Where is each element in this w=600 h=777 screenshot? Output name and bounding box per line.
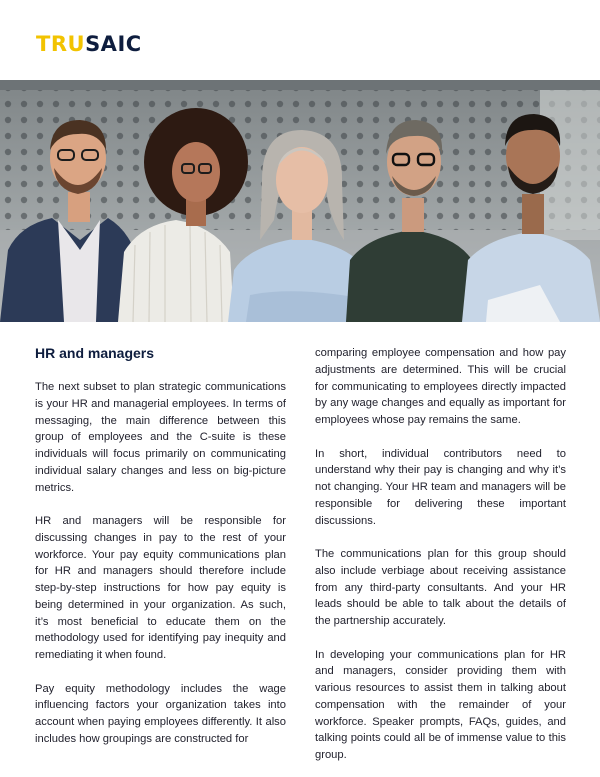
paragraph: The next subset to plan strategic communications is your HR and managerial employees. In terms of messaging, the main difference between this group of employees and the C-suite is these individuals will focus primarily on communicating individual salary changes and less on big-picture metrics. xyxy=(35,381,286,494)
team-photo xyxy=(0,80,600,322)
paragraph: The communications plan for this group should also include verbiage about receiving assistance from any third-party consultants. And your HR leads should be able to talk about the details of the partnership accurately. xyxy=(315,548,566,627)
paragraph: HR and managers will be responsible for discussing changes in pay to the rest of your workforce. Your pay equity communications plan for HR and managers should therefore include step-by-step instructions for how pay equity is being determined in your organization. As such, it’s most beneficial to educate them on the methodology used for identifying pay inequity and remediating it when found. xyxy=(35,515,286,661)
logo-tru: TRU xyxy=(36,32,86,56)
logo-saic: SAIC xyxy=(85,32,142,56)
paragraph: In short, individual contributors need to understand why their pay is changing and why it’s not changing. Your HR team and managers will be responsible for delivering these important discussions. xyxy=(315,447,566,527)
team-photo-illustration xyxy=(0,80,600,322)
section-heading: HR and managers xyxy=(35,345,155,361)
article-right-column xyxy=(315,345,566,764)
trusaic-logo xyxy=(36,32,142,56)
paragraph: comparing employee compensation and how pay adjustments are determined. This will be crucial for communicating to employees directly impacted by any wage changes and equally as important for employees whose pay remains the same. xyxy=(315,347,566,426)
paragraph: In developing your communications plan for HR and managers, consider providing them with various resources to assist them in talking about compensation with the remainder of your workforce. Speaker prompts, FAQs, guides, and talking points could all be of immense value to this group. xyxy=(315,648,566,761)
paragraph: Pay equity methodology includes the wage influencing factors your organization takes into account when paying employees differently. It also includes how groupings are constructed for xyxy=(35,682,286,745)
article-left-column xyxy=(35,344,286,748)
